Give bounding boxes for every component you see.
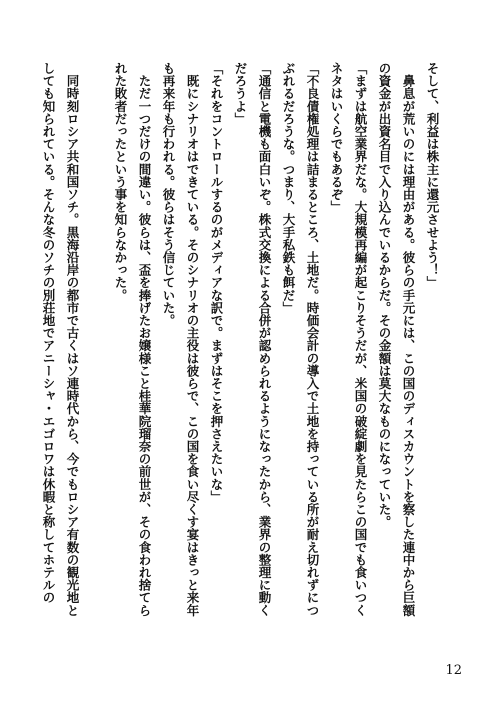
text-line: も再来年も行われる。彼らはそう信じていた。 [161,62,176,327]
text-line: 「まずは航空業界だな。大規模再編が起こりそうだが、米国の破綻劇を見たらこの国でも食いつく [353,62,368,617]
text-line: の資金が出資名目で入り込んでいるからだ。その金額は莫大なものになっていた。 [377,62,392,529]
text-line: ただ一つだけの間違い。彼らは、盃を捧げたお嬢様こと桂華院瑠奈の前世が、その食われ捨てら [137,62,152,617]
text-line: ぶれるだろうな。つまり、大手私鉄も餌だ」 [281,62,296,314]
text-line: 同時刻ロシア共和国ソチ。黒海沿岸の都市で古くはソ連時代から、今でもロシア有数の観光地と [65,62,80,617]
text-line: れた敗者だったという事を知らなかった。 [113,62,128,302]
text-line: ネタはいくらでもあるぞ」 [329,62,344,214]
text-line: 「通信と電機も面白いぞ。株式交換による合併が認められるようになったから、業界の整理に動く [257,62,272,617]
text-line: そして、利益は株主に還元させよう！」 [425,62,440,289]
text-line: 「不良債権処理は詰まるところ、土地だ。時価会計の導入で土地を持っている所が耐え切れずにつ [305,62,320,617]
vertical-text-body [41,62,444,662]
text-line: しても知られている。そんな冬のソチの別荘地でアニーシャ・エゴロワは休暇と称してホテルの [41,62,56,604]
text-line: だろうよ」 [233,62,248,125]
text-line: 鼻息が荒いのには理由がある。彼らの手元には、この国のディスカウントを察した連中から巨額 [401,62,416,617]
scene-break [84,62,108,662]
text-line: 既にシナリオはできている。そのシナリオの主役は彼らで、この国を食い尽くす宴はきっと来年 [185,62,200,617]
page-number: 12 [445,663,462,678]
text-line: 「それをコントロールするのがメディアな訳で。まずはそこを押さえたいな」 [209,62,224,503]
